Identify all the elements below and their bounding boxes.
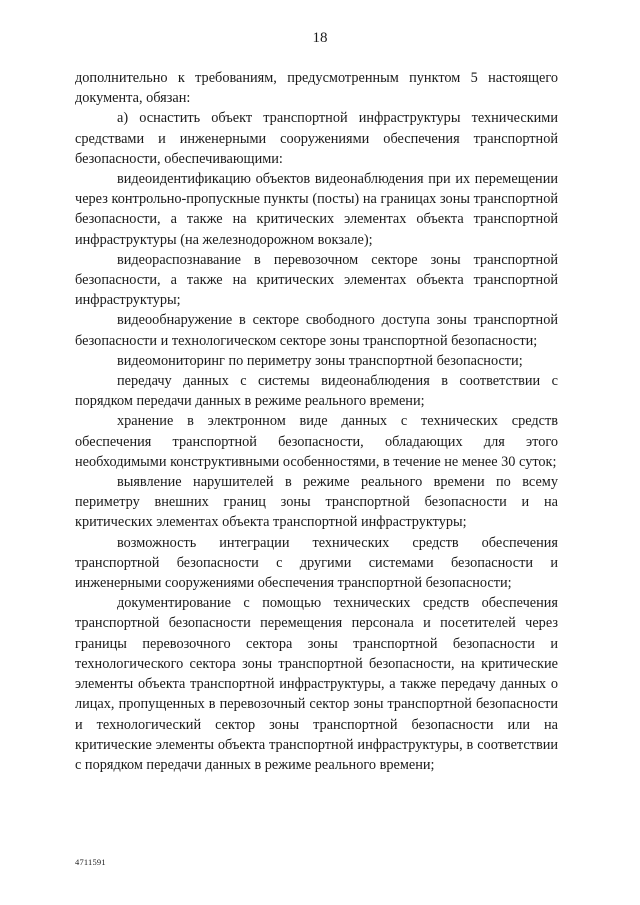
- paragraph-intro: дополнительно к требованиям, предусмотренным пунктом 5 настоящего документа, обязан:: [75, 70, 558, 107]
- paragraph-data-storage: хранение в электронном виде данных с технических средств обеспечения транспортной безопасности, обладающих для этого необходимыми конструктивными особенностями, в течение не менее 30 суток;: [75, 413, 558, 470]
- paragraph-item-a: а) оснастить объект транспортной инфраструктуры техническими средствами и инженерными сооружениями обеспечения транспортной безопасности, обеспечивающими:: [75, 110, 558, 167]
- paragraph-documenting: документирование с помощью технических средств обеспечения транспортной безопасности перемещения персонала и посетителей через границы перевозочного сектора зоны транспортной безопасности и технологического сектора зоны транспортной безопасности, на критические элементы объекта транспортной инфраструктуры, а также передачу данных о лицах, пропущенных в перевозочный сектор зоны транспортной безопасности и технологический сектор зоны транспортной безопасности или на критические элементы объекта транспортной инфраструктуры, в соответствии с порядком передачи данных в режиме реального времени;: [75, 595, 558, 773]
- paragraph-data-transfer: передачу данных с системы видеонаблюдения в соответствии с порядком передачи данных в режиме реального времени;: [75, 373, 558, 410]
- paragraph-video-identification: видеоидентификацию объектов видеонаблюдения при их перемещении через контрольно-пропускные пункты (посты) на границах зоны транспортной безопасности, а также на критических элементах объекта транспортной инфраструктуры (на железнодорожном вокзале);: [75, 171, 558, 248]
- paragraph-integration: возможность интеграции технических средств обеспечения транспортной безопасности с другими системами безопасности и инженерными сооружениями обеспечения транспортной безопасности;: [75, 534, 558, 592]
- paragraph-video-detection: видеообнаружение в секторе свободного доступа зоны транспортной безопасности и технологическом секторе зоны транспортной безопасности;: [75, 312, 558, 349]
- document-body: [75, 68, 558, 775]
- document-code: 4711591: [75, 857, 106, 867]
- paragraph-video-monitoring: видеомониторинг по периметру зоны транспортной безопасности;: [117, 352, 523, 369]
- page-number: 18: [312, 30, 328, 46]
- paragraph-intruder-detection: выявление нарушителей в режиме реального времени по всему периметру внешних границ зоны транспортной безопасности и на критических элементах объекта транспортной инфраструктуры;: [75, 474, 558, 531]
- paragraph-video-recognition: видеораспознавание в перевозочном секторе зоны транспортной безопасности, а также на критических элементах объекта транспортной инфраструктуры;: [75, 251, 558, 309]
